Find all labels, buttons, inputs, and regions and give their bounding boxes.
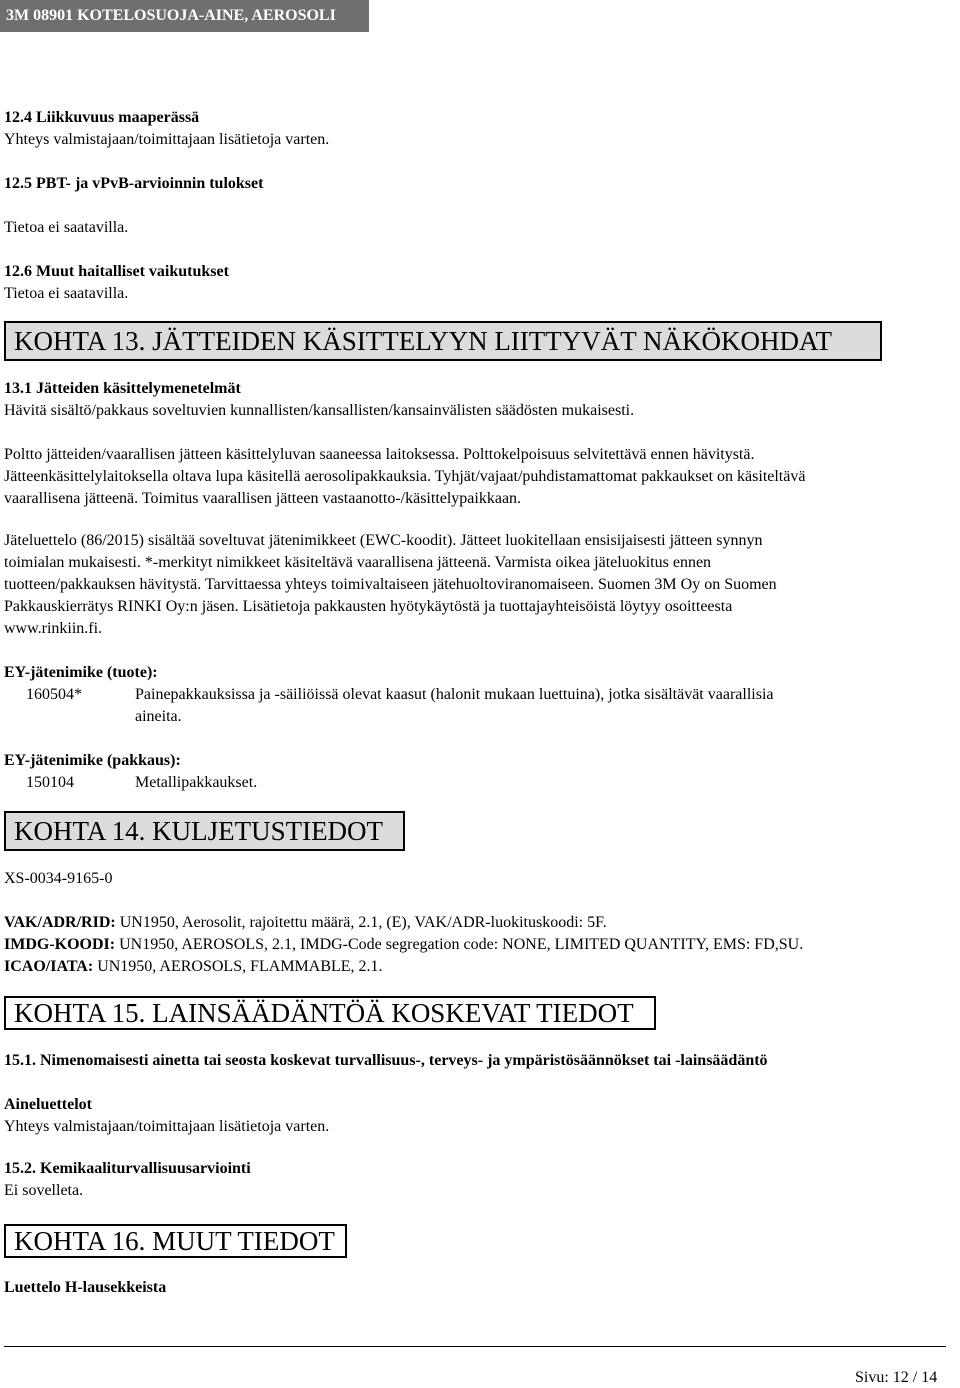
ey-package-description: Metallipakkaukset. <box>135 774 258 791</box>
icao-iata-line <box>4 957 383 977</box>
h-statements-title: Luettelo H-lausekkeista <box>4 1279 167 1296</box>
section-12-4-text: Yhteys valmistajaan/toimittajaan lisätietoja varten. <box>4 131 330 148</box>
ey-product-description: aineita. <box>135 708 182 725</box>
vak-value: UN1950, Aerosolit, rajoitettu määrä, 2.1, (E), VAK/ADR-luokituskoodi: 5F. <box>115 914 607 931</box>
imdg-line <box>4 935 803 955</box>
section-15-2-text: Ei sovelleta. <box>4 1182 84 1199</box>
aineluettelot-title: Aineluettelot <box>4 1096 92 1113</box>
section-12-6-title: 12.6 Muut haitalliset vaikutukset <box>4 263 229 280</box>
ey-product-description: Painepakkauksissa ja -säiliöissä olevat kaasut (halonit mukaan luettuina), jotka sisältävät vaarallisia <box>135 686 774 703</box>
icao-value: UN1950, AEROSOLS, FLAMMABLE, 2.1. <box>93 958 383 975</box>
section-13-1-line: Poltto jätteiden/vaarallisen jätteen käsittelyluvan saaneessa laitoksessa. Polttokelpoisuus selvitettävä ennen hävitystä. <box>4 446 755 463</box>
section-14-heading: KOHTA 14. KULJETUSTIEDOT <box>4 811 405 851</box>
section-15-2-title: 15.2. Kemikaaliturvallisuusarviointi <box>4 1160 251 1177</box>
section-12-5-title: 12.5 PBT- ja vPvB-arvioinnin tulokset <box>4 175 264 192</box>
imdg-value: UN1950, AEROSOLS, 2.1, IMDG-Code segregation code: NONE, LIMITED QUANTITY, EMS: FD,SU. <box>115 936 804 953</box>
section-13-1-line: Jätteenkäsittelylaitoksella oltava lupa käsitellä aerosolipakkauksia. Tyhjät/vajaat/puhdistamattomat pakkaukset on käsiteltävä <box>4 468 806 485</box>
section-15-1-title: 15.1. Nimenomaisesti ainetta tai seosta koskevat turvallisuus-, terveys- ja ympäristösäännökset tai -lainsäädäntö <box>4 1052 768 1069</box>
section-15-heading: KOHTA 15. LAINSÄÄDÄNTÖÄ KOSKEVAT TIEDOT <box>4 996 656 1030</box>
icao-label: ICAO/IATA: <box>4 958 94 975</box>
section-13-1-title: 13.1 Jätteiden käsittelymenetelmät <box>4 380 241 397</box>
ey-product-code: 160504* <box>26 686 82 703</box>
section-12-4-title: 12.4 Liikkuvuus maaperässä <box>4 109 200 126</box>
imdg-label: IMDG-KOODI: <box>4 936 116 953</box>
section-13-1-line: Hävitä sisältö/pakkaus soveltuvien kunnallisten/kansallisten/kansainvälisten säädösten mukaisesti. <box>4 402 635 419</box>
vak-label: VAK/ADR/RID: <box>4 914 116 931</box>
page-number: Sivu: 12 / 14 <box>855 1369 938 1386</box>
section-13-1-line: vaarallisena jätteenä. Toimitus vaarallisen jätteen vastaanotto-/käsittelypaikkaan. <box>4 490 522 507</box>
section-16-heading: KOHTA 16. MUUT TIEDOT <box>4 1224 347 1258</box>
footer-divider <box>4 1346 946 1347</box>
section-13-1-line: tuotteen/pakkauksen hävitystä. Tarvittaessa yhteys toimivaltaiseen jätehuoltoviranomaiseen. Suomen 3M Oy on Suomen <box>4 576 777 593</box>
aineluettelot-text: Yhteys valmistajaan/toimittajaan lisätietoja varten. <box>4 1118 330 1135</box>
section-13-1-line: Jäteluettelo (86/2015) sisältää soveltuvat jätenimikkeet (EWC-koodit). Jätteet luokitellaan ensisijaisesti jätteen synnyn <box>4 532 763 549</box>
section-12-5-text: Tietoa ei saatavilla. <box>4 219 129 236</box>
document-header: 3M 08901 KOTELOSUOJA-AINE, AEROSOLI <box>0 0 369 32</box>
vak-adr-rid-line <box>4 913 607 933</box>
section-13-heading: KOHTA 13. JÄTTEIDEN KÄSITTELYYN LIITTYVÄT NÄKÖKOHDAT <box>4 321 882 361</box>
ey-package-label: EY-jätenimike (pakkaus): <box>4 752 181 769</box>
section-12-6-text: Tietoa ei saatavilla. <box>4 285 129 302</box>
document-id: XS-0034-9165-0 <box>4 870 113 887</box>
section-13-1-line: www.rinkiin.fi. <box>4 620 103 637</box>
section-13-1-line: Pakkauskierrätys RINKI Oy:n jäsen. Lisätietoja pakkausten hyötykäytöstä ja tuottajayhteisöistä löytyy osoitteesta <box>4 598 733 615</box>
section-13-1-line: toimialan mukaisesti. *-merkityt nimikkeet käsiteltävä vaarallisena jätteenä. Varmista oikea jäteluokitus ennen <box>4 554 712 571</box>
ey-product-label: EY-jätenimike (tuote): <box>4 664 158 681</box>
ey-package-code: 150104 <box>26 774 74 791</box>
